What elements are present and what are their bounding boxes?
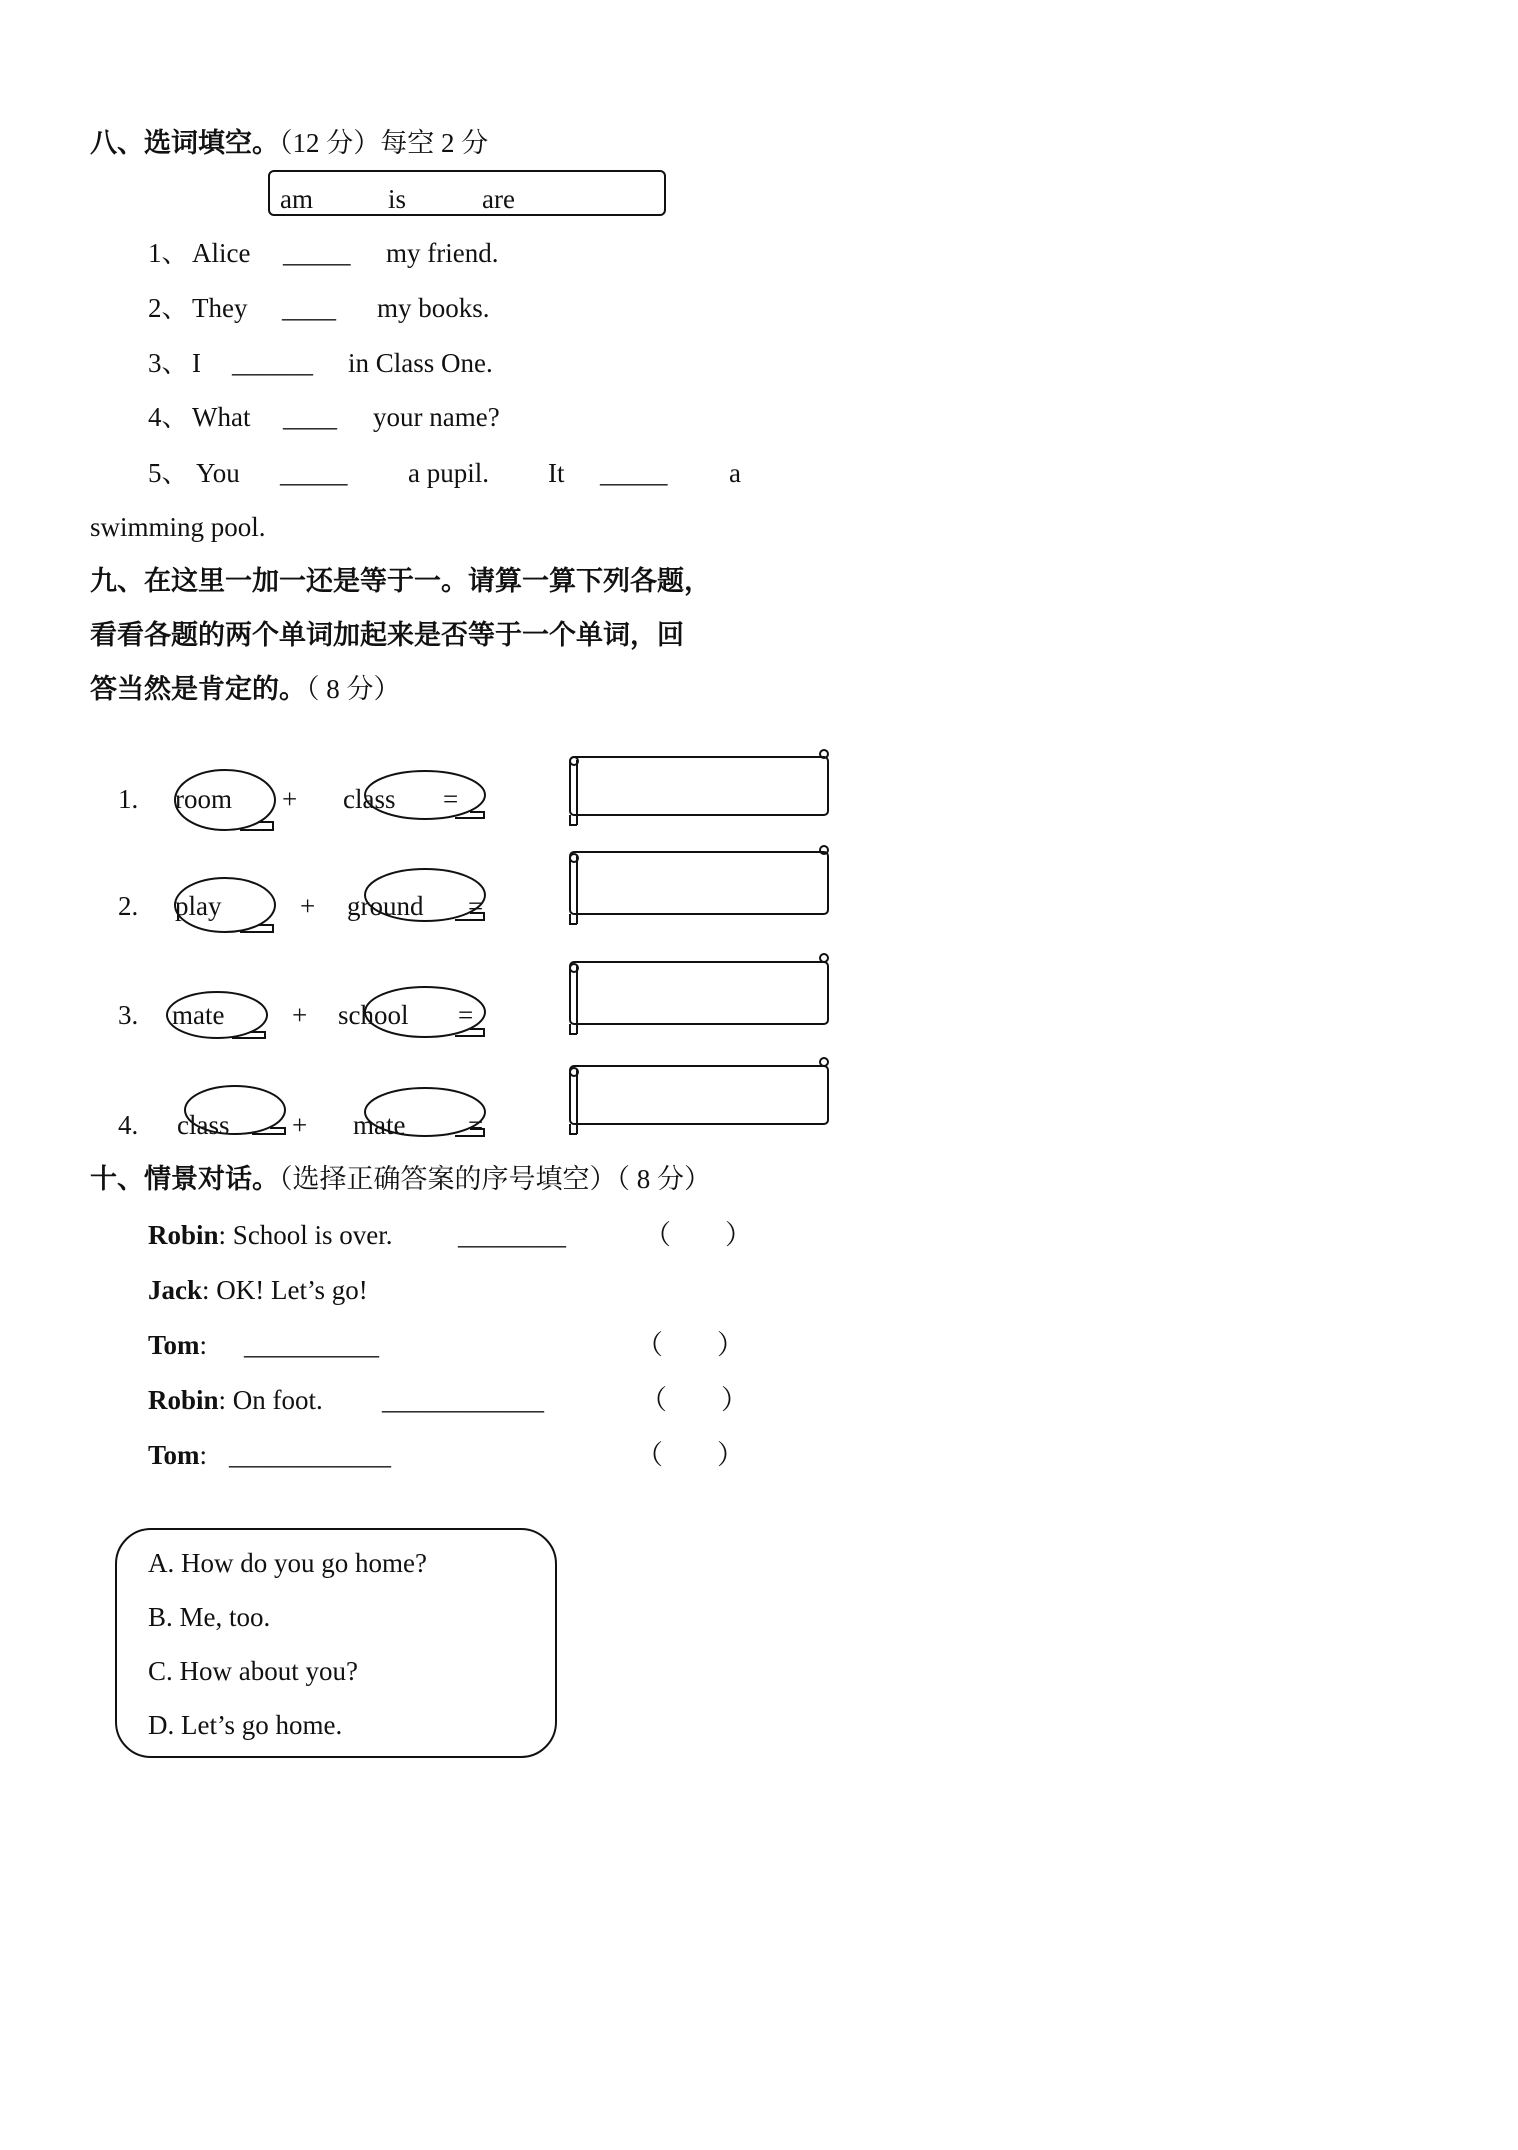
dialogue-line-5: [148, 1442, 207, 1469]
word-math-2-word-1: play: [175, 891, 222, 921]
fill-item-5-blank-1[interactable]: _____: [280, 458, 348, 488]
word-bank-are: are: [482, 184, 515, 214]
dialogue-line-3-speaker: Tom: [148, 1330, 200, 1360]
fill-item-5-blank-2[interactable]: _____: [600, 458, 668, 488]
dialogue-line-3: [148, 1332, 207, 1359]
word-math-3-num: 3.: [118, 1000, 139, 1030]
word-math-4-plus: +: [292, 1110, 308, 1140]
fill-item-5-subject: You: [196, 458, 240, 488]
scroll-answer-box-4[interactable]: [570, 1058, 828, 1134]
fill-item-5-num: 5、: [148, 458, 189, 488]
fill-item-5-it: It: [548, 458, 565, 488]
dialogue-line-2: [148, 1277, 368, 1304]
section8-title-score: （12 分）每空 2 分: [279, 128, 489, 158]
scroll-answer-box-1[interactable]: [570, 750, 828, 825]
word-bank-is: is: [388, 184, 407, 214]
word-math-4-word-2: mate: [353, 1110, 406, 1140]
answer-option-b: B. Me, too.: [148, 1602, 271, 1632]
fill-item-3-rest: in Class One.: [348, 348, 493, 378]
word-math-1-plus: +: [282, 784, 298, 814]
dialogue-line-4-speaker: Robin: [148, 1385, 219, 1415]
section9-title-score: （ 8 分）: [306, 674, 401, 704]
fill-item-4-blank[interactable]: ____: [283, 402, 337, 432]
dialogue-line-4-answer-paren[interactable]: （ ）: [640, 1385, 748, 1415]
word-math-4-num: 4.: [118, 1110, 139, 1140]
section10-title-bold: 十、情景对话。: [90, 1164, 279, 1194]
fill-item-3-subject: I: [192, 348, 201, 378]
section10-title-instructions: （选择正确答案的序号填空）（ 8 分）: [279, 1164, 711, 1194]
word-math-2-plus: +: [300, 891, 316, 921]
dialogue-line-2-speaker: Jack: [148, 1275, 202, 1305]
word-math-4-word-1: class: [177, 1110, 230, 1140]
scroll-answer-box-3[interactable]: [570, 954, 828, 1034]
dialogue-line-5-blank[interactable]: ____________: [229, 1440, 391, 1470]
fill-item-4-num: 4、: [148, 402, 189, 432]
word-math-2-equals: =: [468, 891, 484, 921]
section8-title-bold: 八、选词填空。: [90, 128, 279, 158]
word-math-4-equals: =: [468, 1110, 484, 1140]
word-math-1-equals: =: [443, 784, 459, 814]
word-math-3-equals: =: [458, 1000, 474, 1030]
dialogue-line-3-text: :: [199, 1330, 208, 1360]
fill-item-2-num: 2、: [148, 293, 189, 323]
word-math-3-plus: +: [292, 1000, 308, 1030]
section10-title: [90, 1166, 711, 1193]
word-math-3-word-1: mate: [172, 1000, 225, 1030]
dialogue-line-1: [148, 1222, 393, 1249]
dialogue-line-5-text: :: [199, 1440, 208, 1470]
dialogue-line-1-answer-paren[interactable]: （ ）: [644, 1220, 752, 1250]
dialogue-line-1-speaker: Robin: [148, 1220, 219, 1250]
fill-item-1-rest: my friend.: [386, 238, 499, 268]
fill-item-1-blank[interactable]: _____: [283, 238, 351, 268]
fill-item-3-blank[interactable]: ______: [232, 348, 313, 378]
word-math-1-word-2: class: [343, 784, 396, 814]
dialogue-line-3-blank[interactable]: __________: [244, 1330, 379, 1360]
fill-item-1-num: 1、: [148, 238, 189, 268]
word-math-3-word-2: school: [338, 1000, 409, 1030]
word-math-2-word-2: ground: [347, 891, 424, 921]
fill-item-3-num: 3、: [148, 348, 189, 378]
dialogue-line-3-answer-paren[interactable]: （ ）: [636, 1330, 744, 1360]
fill-item-4-subject: What: [192, 402, 251, 432]
section9-title-line-1: 九、在这里一加一还是等于一。请算一算下列各题，: [90, 566, 711, 596]
fill-item-2-subject: They: [192, 293, 248, 323]
dialogue-line-5-speaker: Tom: [148, 1440, 200, 1470]
answer-option-a: A. How do you go home?: [148, 1548, 427, 1578]
fill-item-5-text: a pupil.: [408, 458, 489, 488]
scroll-answer-box-2[interactable]: [570, 846, 828, 924]
fill-item-1-subject: Alice: [192, 238, 251, 268]
fill-item-5-a: a: [729, 458, 741, 488]
dialogue-line-5-answer-paren[interactable]: （ ）: [636, 1440, 744, 1470]
word-math-2-num: 2.: [118, 891, 139, 921]
dialogue-line-4: [148, 1387, 323, 1414]
fill-item-2-rest: my books.: [377, 293, 490, 323]
answer-option-d: D. Let’s go home.: [148, 1710, 343, 1740]
section9-title-line-3-bold: 答当然是肯定的。: [90, 674, 306, 704]
word-math-1-num: 1.: [118, 784, 139, 814]
fill-item-5-continuation: swimming pool.: [90, 512, 266, 542]
dialogue-line-2-text: : OK! Let’s go!: [202, 1275, 368, 1305]
dialogue-line-1-text: : School is over.: [218, 1220, 393, 1250]
dialogue-line-1-blank[interactable]: ________: [458, 1220, 566, 1250]
answer-option-c: C. How about you?: [148, 1656, 358, 1686]
fill-item-4-rest: your name?: [373, 402, 500, 432]
word-math-1-word-1: room: [175, 784, 232, 814]
dialogue-line-4-blank[interactable]: ____________: [382, 1385, 544, 1415]
word-bank-am: am: [280, 184, 313, 214]
fill-item-2-blank[interactable]: ____: [282, 293, 336, 323]
dialogue-line-4-text: : On foot.: [218, 1385, 323, 1415]
section9-title-line-2: 看看各题的两个单词加起来是否等于一个单词，回: [90, 620, 684, 650]
